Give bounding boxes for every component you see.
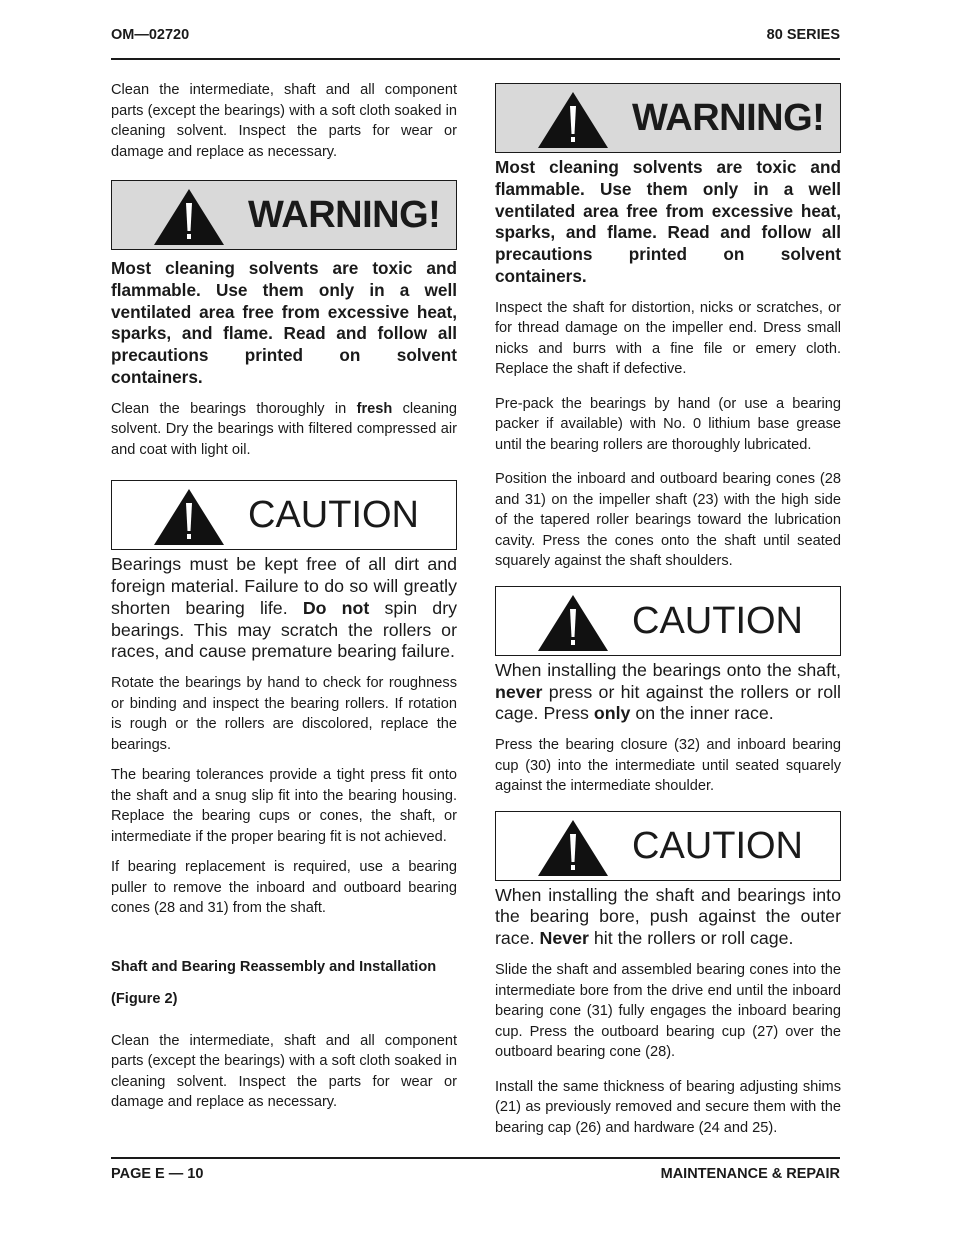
caution-sign [111,480,457,550]
caution-text: Bearings must be kept free of all dirt and foreign material. Failure to do so will greatly shorten bearing life. Do not spin dry bearings. This may scratch the rollers or races, and cause premature bearing failure. [111,554,458,662]
warning-sign [111,180,457,250]
caution-triangle-icon [152,487,226,547]
paragraph: The bearing tolerances provide a tight press fit onto the shaft and a snug slip fit into the bearing housing. Replace the bearing cups or cones, the shaft, or intermediate if the proper bearing fit is not achieved. [111,767,457,845]
paragraph: Position the inboard and outboard bearing cones (28 and 31) on the impeller shaft (23) with the high side of the tapered roller bearings toward the lubrication cavity. Press the cones onto the shaft until seated squarely against the shaft shoulders. [495,471,841,570]
paragraph: Slide the shaft and assembled bearing cones into the intermediate bore from the drive end until the inboard bearing cone (31) fully engages the inboard bearing cup. Press the outboard bearing cup (27) over the outboard bearing cone (28). [495,962,841,1061]
paragraph: Press the bearing closure (32) and inboard bearing cup (30) into the intermediate until seated squarely against the intermediate shoulder. [495,737,841,795]
paragraph: Clean the intermediate, shaft and all component parts (except the bearings) with a soft cloth soaked in cleaning solvent. Inspect the parts for wear or damage and replace as necessary. [111,82,457,160]
paragraph: Pre-pack the bearings by hand (or use a bearing packer if available) with No. 0 lithium base grease until the bearing rollers are thoroughly lubricated. [495,395,841,453]
paragraph: Inspect the shaft for distortion, nicks or scratches, or for thread damage on the impeller end. Dress small nicks and burrs with a fine file or emery cloth. Replace the shaft if defective. [495,299,841,378]
caution-sign [495,811,841,881]
caution-word: CAUTION [248,494,419,537]
paragraph: Clean the bearings thoroughly in fresh cleaning solvent. Dry the bearings with filtered compressed air and coat with light oil. [111,400,457,458]
caution-triangle-icon [536,818,610,878]
page-number: PAGE E — 10 [111,1166,204,1182]
caution-text: When installing the shaft and bearings into the bearing bore, push against the outer race. Never hit the rollers or roll cage. [495,884,841,949]
footer-rule [111,1157,840,1159]
right-column [495,83,841,1138]
warning-text: Most cleaning solvents are toxic and flammable. Use them only in a well ventilated area free from excessive heat, sparks, and flame. Read and follow all precautions printed on solvent containers. [111,258,457,387]
series-label: 80 SERIES [766,27,840,43]
caution-word: CAUTION [632,824,803,867]
warning-text: Most cleaning solvents are toxic and flammable. Use them only in a well ventilated area free from excessive heat, sparks, and flame. Read and follow all precautions printed on solvent containers. [495,157,841,286]
caution-triangle-icon [536,593,610,653]
warning-word: WARNING! [632,97,825,139]
caution-text: When installing the bearings onto the shaft, never press or hit against the rollers or roll cage. Press only on the inner race. [495,659,841,724]
header-rule [111,58,840,60]
figure-reference: (Figure 2) [111,990,178,1007]
paragraph: Install the same thickness of bearing adjusting shims (21) as previously removed and secure them with the bearing cap (26) and hardware (24 and 25). [495,1078,841,1136]
caution-sign [495,586,841,656]
warning-triangle-icon [152,187,226,247]
left-column [111,80,457,1113]
section-subheading: Shaft and Bearing Reassembly and Installation [111,958,437,975]
warning-word: WARNING! [248,194,441,236]
document-number: OM—02720 [111,27,190,43]
section-label: MAINTENANCE & REPAIR [660,1166,840,1182]
warning-sign [495,83,841,153]
paragraph: Clean the intermediate, shaft and all component parts (except the bearings) with a soft cloth soaked in cleaning solvent. Inspect the parts for wear or damage and replace as necessary. [111,1032,457,1111]
caution-word: CAUTION [632,599,803,642]
warning-triangle-icon [536,90,610,150]
paragraph: If bearing replacement is required, use a bearing puller to remove the inboard and outboard bearing cones (28 and 31) from the shaft. [111,859,457,917]
paragraph: Rotate the bearings by hand to check for roughness or binding and inspect the bearing rollers. If rotation is rough or the rollers are discolored, replace the bearings. [111,675,457,753]
